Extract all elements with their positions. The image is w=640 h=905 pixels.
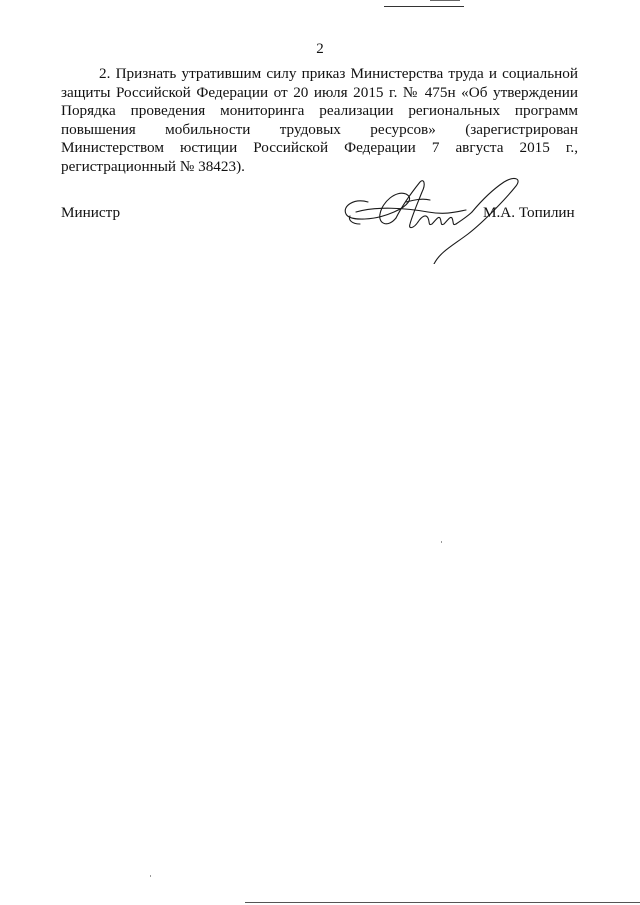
scan-artifact-line [384,6,464,7]
body-paragraph: 2. Признать утратившим силу приказ Министерства труда и социальной защиты Российской Федерации от 20 июля 2015 г. № 475н «Об утверждении Порядка проведения мониторинга реализации региональных программ повышения мобильности трудовых ресурсов» (зарегистрирован Министерством юстиции Российской Федерации 7 августа 2015 г., регистрационный № 38423). [61,65,578,175]
scan-speck [150,875,151,877]
signer-title: Министр [61,204,121,221]
scan-artifact-line [245,902,640,903]
scan-artifact-line [430,0,460,1]
scan-speck [441,541,442,543]
page-number: 2 [316,41,324,57]
signer-name: М.А. Топилин [483,204,575,221]
